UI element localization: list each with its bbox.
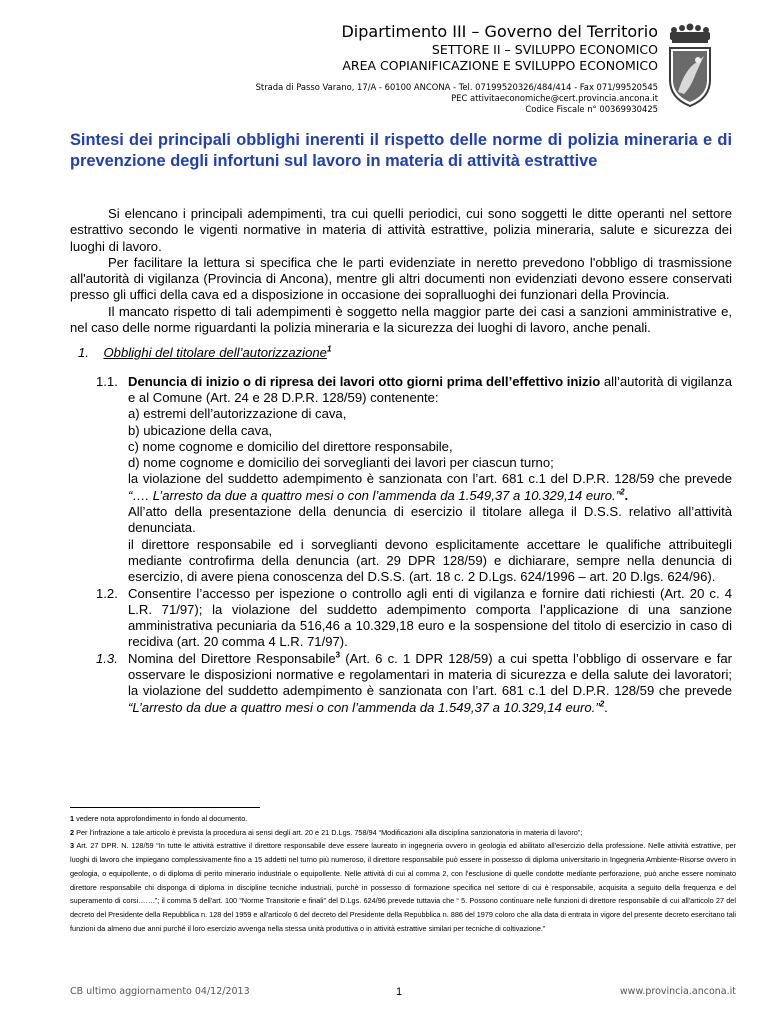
list-item-1-1: 1.1. Denuncia di inizio o di ripresa dei lavori otto giorni prima dell’effettivo inizio all’autorità di vigilanza e al Comune (Art. 24 e 28 D.P.R. 128/59) contenente: a) estremi dell’autorizzazione di cava, b) ubicazione della cava, c) nome cognome e domicilio del direttore responsabile, d) nome cognome e domicilio dei sorveglianti dei lavori per ciascun turno; la violazione del suddetto adempimento è sanzionata con l’art. 681 c.1 del D.P.R. 128/59 che prevede “…. L’arresto da due a quattro mesi o con l’ammenda da 1.549,37 a 10.329,14 euro.”$^2$. All’atto della presentazione della denuncia di esercizio il titolare allega il D.S.S. relativo all’attività denunciata. il direttore responsabile ed i sorveglianti devono esplicitamente accettare le qualifiche attribuitegli mediante controfirma della denuncia (art. 29 DPR 128/59) e dichiarare, sempre nella denuncia di esercizio, di avere piena conoscenza del D.S.S. (art. 18 c. 2 D.Lgs. 624/1996 – art. 20 D.lgs. 624/96). [96,373,732,585]
footnotes [70,812,736,935]
section-1-heading [78,345,732,361]
pec-line: PEC attivitaeconomiche@cert.provincia.ancona.it [451,93,658,103]
fiscal-code-line: Codice Fiscale n° 00369930425 [525,104,658,114]
footnote-2: 2 Per l’infrazione a tale articolo è prevista la procedura ai sensi degli art. 20 e 21 D.Lgs. 758/94 “Modificazioni alla disciplina sanzionatoria in materia di lavoro”; [70,827,583,837]
item-1-1-dss: All’atto della presentazione della denuncia di esercizio il titolare allega il D.S.S. relativo all’attività denunciata. [128,504,732,536]
item-1-1-b: b) ubicazione della cava, [128,422,273,438]
document-body [70,206,732,716]
footer-update-date: CB ultimo aggiornamento 04/12/2013 [70,986,250,997]
item-1-1-a: a) estremi dell’autorizzazione di cava, [128,406,347,422]
footnote-3: 3 Art. 27 DPR. N. 128/59 “In tutte le attività estrattive il direttore responsabile deve essere laureato in ingegneria ovvero in geologia ed abilitato all'esercizio della professione. Nelle attività estrattive, per luoghi di lavoro che impiegano complessivamente fino a 15 addetti nel turno più numeroso, il direttore responsabile può essere in possesso di diploma universitario in Ingegneria Ambiente-Risorse ovvero in geologia, o equipollente, o di diploma di perito minerario industriale o equipollente. Nelle attività di cui al comma 2, con l'esclusione di quelle condotte mediante perforazione, può anche essere nominato direttore responsabile chi disponga di diploma in discipline tecniche industriali, purchè in possesso di formazione specifica nel settore di cui è responsabile, acquisita a seguito della frequenza e del superamento di corsi…….”; il comma 5 dell'art. 100 “Norme Transitorie e finali” del D.Lgs. 624/96 prevede tuttavia che “ 5. Possono continuare nelle funzioni di direttore responsabile di cui all'articolo 27 del decreto del Presidente della Repubblica n. 128 del 1959 e all'articolo 6 del decreto del Presidente della Repubblica n. 886 del 1979 coloro che alla data di entrata in vigore del presente decreto esercitano tali funzioni da almeno due anni purché il loro esercizio avvenga nella stessa unità produttiva o in attività estrattive similari per tecniche di coltivazione.” [70,841,736,933]
item-1-1-d: d) nome cognome e domicilio dei sorveglianti dei lavori per ciascun turno; [128,455,554,471]
list-item-1-2 [96,586,732,651]
sector-name: SETTORE II – SVILUPPO ECONOMICO [431,42,658,57]
item-1-3-quote: “L’arresto da due a quattro mesi o con l’ammenda da 1.549,37 a 10.329,14 euro.” [128,699,600,715]
intro-paragraph-2: Per facilitare la lettura si specifica che le parti evidenziate in neretto prevedono l'obbligo di trasmissione all'autorità di vigilanza (Provincia di Ancona), mentre gli altri documenti non evidenziati devono essere conservati presso gli uffici della cava ed a disposizione in occasione dei sopralluoghi dei funzionari della Provincia. [70,254,732,303]
item-1-3-text-2: (Art. 6 c. 1 DPR 128/59) a cui spetta l’obbligo di osservare e far osservare le disposizioni normative e regolamentari in materia di sicurezza e della salute dei lavoratori; la violazione del suddetto adempimento è sanzionata con l’art. 681 c.1 del D.P.R. 128/59 che prevede [128,650,732,699]
department-name: Dipartimento III – Governo del Territorio [341,22,658,41]
item-1-1-text: all’autorità di vigilanza e al Comune (Art. 24 e 28 D.P.R. 128/59) contenente: [128,373,732,405]
footnote-ref-2: 2 [620,487,625,497]
item-1-1-c: c) nome cognome e domicilio del direttore responsabile, [128,438,453,454]
footnote-ref-2b: 2 [599,699,605,709]
item-number: 1.2. [96,585,118,601]
item-1-1-bold: Denuncia di inizio o di ripresa dei lavori otto giorni prima dell’effettivo inizio [128,373,601,389]
area-name: AREA COPIANIFICAZIONE E SVILUPPO ECONOMICO [342,58,658,73]
footnote-divider [70,807,260,808]
footnote-ref-1: 1 [326,345,332,355]
header-text-block [256,22,658,115]
item-number: 1.3. [96,650,118,666]
item-1-3-text: Nomina del Direttore Responsabile [128,650,336,666]
intro-paragraph-1: Si elencano i principali adempimenti, tra cui quelli periodici, cui sono soggetti le ditte operanti nel settore estrattivo secondo le vigenti normative in materia di attività estrattive, polizia mineraria, salute e sicurezza dei luoghi di lavoro. [70,206,732,254]
intro-paragraph-3: Il mancato rispetto di tali adempimenti è soggetto nella maggior parte dei casi a sanzioni amministrative e, nel caso delle norme riguardanti la polizia mineraria e la sicurezza dei luoghi di lavoro, anche penali. [70,303,732,336]
footnote-ref-3: 3 [335,650,341,660]
page-number: 1 [396,986,403,998]
list-item-1-3 [96,651,732,716]
footnote-1: 1 vedere nota approfondimento in fondo al documento. [70,814,248,823]
item-number: 1.1. [96,373,118,389]
province-crest-icon [664,22,716,108]
item-1-1-violation: la violazione del suddetto adempimento è sanzionata con l’art. 681 c.1 del D.P.R. 128/59 che prevede [128,471,732,487]
section-1-title: Obblighi del titolare dell’autorizzazione [103,345,327,361]
item-1-3-end: . [604,699,608,715]
section-1-number: 1. [78,345,89,361]
footer-website-link[interactable]: www.provincia.ancona.it [619,986,736,997]
address-line: Strada di Passo Varano, 17/A - 60100 ANCONA - Tel. 07199520326/484/414 - Fax 071/99520545 [255,82,658,92]
page-footer [70,986,736,1000]
item-1-2-text: Consentire l’accesso per ispezione o controllo agli enti di vigilanza e fornire dati richiesti (Art. 20 c. 4 L.R. 71/97); la violazione del suddetto adempimento comporta l’applicazione di una sanzione amministrativa pecuniaria da 516,46 a 10.329,18 euro e la sospensione del titolo di esercizio in caso di recidiva (art. 20 comma 4 L.R. 71/97). [128,585,732,650]
document-title: Sintesi dei principali obblighi inerenti il rispetto delle norme di polizia mineraria e di prevenzione degli infortuni sul lavoro in materia di attività estrattive [70,131,732,170]
obligations-list [96,374,732,716]
item-1-1-quote: “…. L’arresto da due a quattro mesi o con l’ammenda da 1.549,37 a 10.329,14 euro.” [128,487,621,503]
item-1-1-direttore: il direttore responsabile ed i sorveglianti devono esplicitamente accettare le qualifiche attribuitegli mediante controfirma della denuncia (art. 29 DPR 128/59) e dichiarare, sempre nella denuncia di esercizio, di avere piena conoscenza del D.S.S. (art. 18 c. 2 D.Lgs. 624/1996 – art. 20 D.lgs. 624/96). [128,536,732,585]
